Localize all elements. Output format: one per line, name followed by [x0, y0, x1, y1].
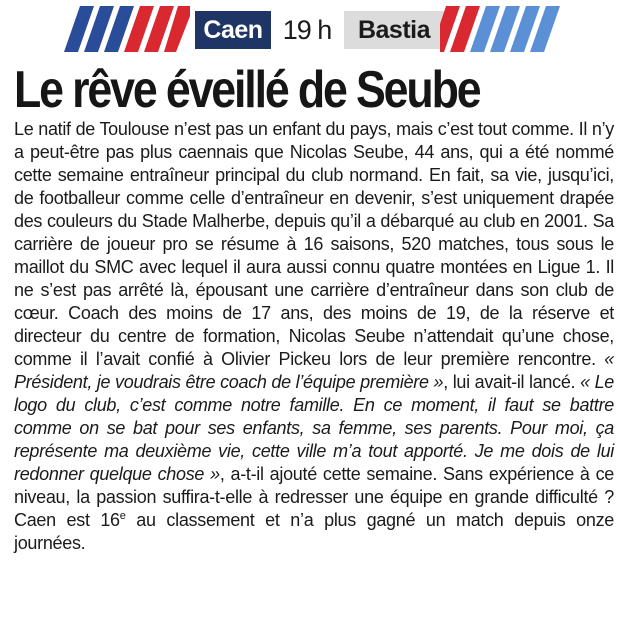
home-team-label: Caen: [195, 11, 271, 49]
body-text-4: au classement et n’a plus gagné un match depuis onze journées.: [14, 510, 614, 553]
match-header: [0, 0, 623, 58]
article-headline: Le rêve éveillé de Seube: [14, 61, 480, 119]
match-time: 19 h: [282, 14, 332, 45]
right-stripes-decoration: [440, 6, 570, 52]
quote-1: « Président, je voudrais être coach de l’équipe première »: [14, 349, 615, 392]
article-body: [14, 118, 614, 555]
rank-suffix: e: [119, 510, 126, 522]
body-text-2: , lui avait-il lancé.: [443, 372, 576, 392]
away-team-label: Bastia: [344, 11, 444, 49]
article-paragraph: [14, 118, 614, 555]
quote-2: « Le logo du club, c’est comme notre famille. En ce moment, il faut se battre comme on se bat pour ses enfants, sa femme, ses parents. Pour moi, ça représente ma deuxième vie, cette ville m’a tout apporté. Je me dois de lui redonner quelque chose »: [14, 372, 614, 484]
body-text-3: , a-t-il ajouté cette semaine. Sans expérience à ce niveau, la passion suffira-t-elle à redresser une équipe en grande difficulté ? Caen est 16: [14, 464, 614, 530]
left-stripes-decoration: [60, 6, 190, 52]
body-text-1: Le natif de Toulouse n’est pas un enfant du pays, mais c’est tout comme. Il n’y a peut-être pas plus caennais que Nicolas Seube, 44 ans, qui a été nommé cette semaine entraîneur principal du club normand. En fait, sa vie, jusqu’ici, de footballeur comme celle d’entraîneur en devenir, s’est uniquement drapée des couleurs du Stade Malherbe, depuis qu’il a débarqué au club en 2001. Sa carrière de joueur pro se résume à 16 saisons, 520 matches, tous sous le maillot du SMC avec lequel il aura aussi connu quatre montées en Ligue 1. Il ne s’est pas arrêté là, épousant une carrière d’entraîneur dans son club de cœur. Coach des moins de 17 ans, des moins de 19, de la réserve et directeur du centre de formation, Nicolas Seube n’attendait qu’une chose, comme il l’avait confié à Olivier Pickeu lors de leur première rencontre.: [14, 119, 614, 369]
